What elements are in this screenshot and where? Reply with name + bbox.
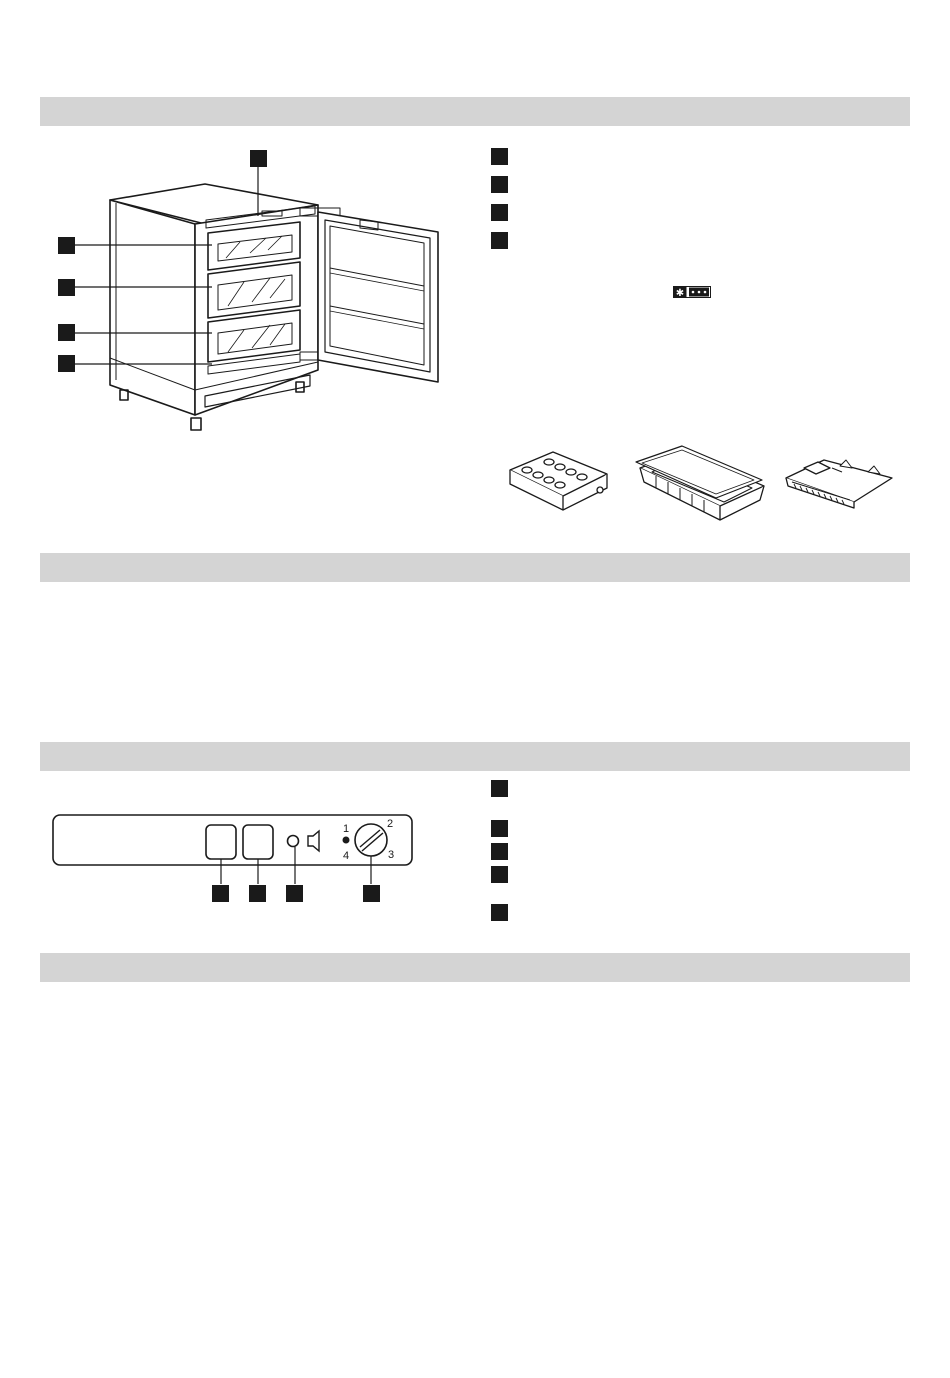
legend-marker-1	[491, 148, 508, 165]
alarm-off-button	[243, 825, 273, 859]
section-header-first-use	[40, 553, 910, 582]
dial-position-3: 3	[388, 849, 395, 861]
legend-marker-3	[491, 204, 508, 221]
dial-position-1: 1	[343, 823, 350, 835]
callout-marker-3	[58, 279, 75, 296]
section-header-control-panel	[40, 742, 910, 771]
panel-legend-marker-1	[491, 780, 508, 797]
panel-callout-3	[286, 885, 303, 902]
panel-callout-4	[363, 885, 380, 902]
thermostat-dial	[355, 824, 387, 856]
callout-marker-5	[58, 355, 75, 372]
alarm-light	[288, 836, 299, 847]
ice-scraper-icon	[784, 456, 896, 508]
callout-marker-4	[58, 324, 75, 341]
panel-legend-marker-3	[491, 843, 508, 860]
dial-position-4: 4	[343, 850, 350, 862]
callout-marker-1	[250, 150, 267, 167]
legend-marker-2	[491, 176, 508, 193]
dial-position-2: 2	[387, 818, 394, 830]
ice-cube-tray-icon	[634, 446, 769, 528]
control-panel-illustration	[0, 800, 480, 890]
fast-freeze-button	[206, 825, 236, 859]
freezer-illustration	[0, 0, 480, 450]
panel-legend-marker-4	[491, 866, 508, 883]
callout-marker-2	[58, 237, 75, 254]
egg-tray-icon	[505, 448, 615, 518]
svg-text:✱: ✱	[675, 288, 685, 299]
four-star-freezer-icon	[673, 286, 711, 298]
panel-legend-marker-5	[491, 904, 508, 921]
panel-callout-2	[249, 885, 266, 902]
panel-legend-marker-2	[491, 820, 508, 837]
panel-callout-1	[212, 885, 229, 902]
legend-marker-4	[491, 232, 508, 249]
section-header-operation	[40, 953, 910, 982]
